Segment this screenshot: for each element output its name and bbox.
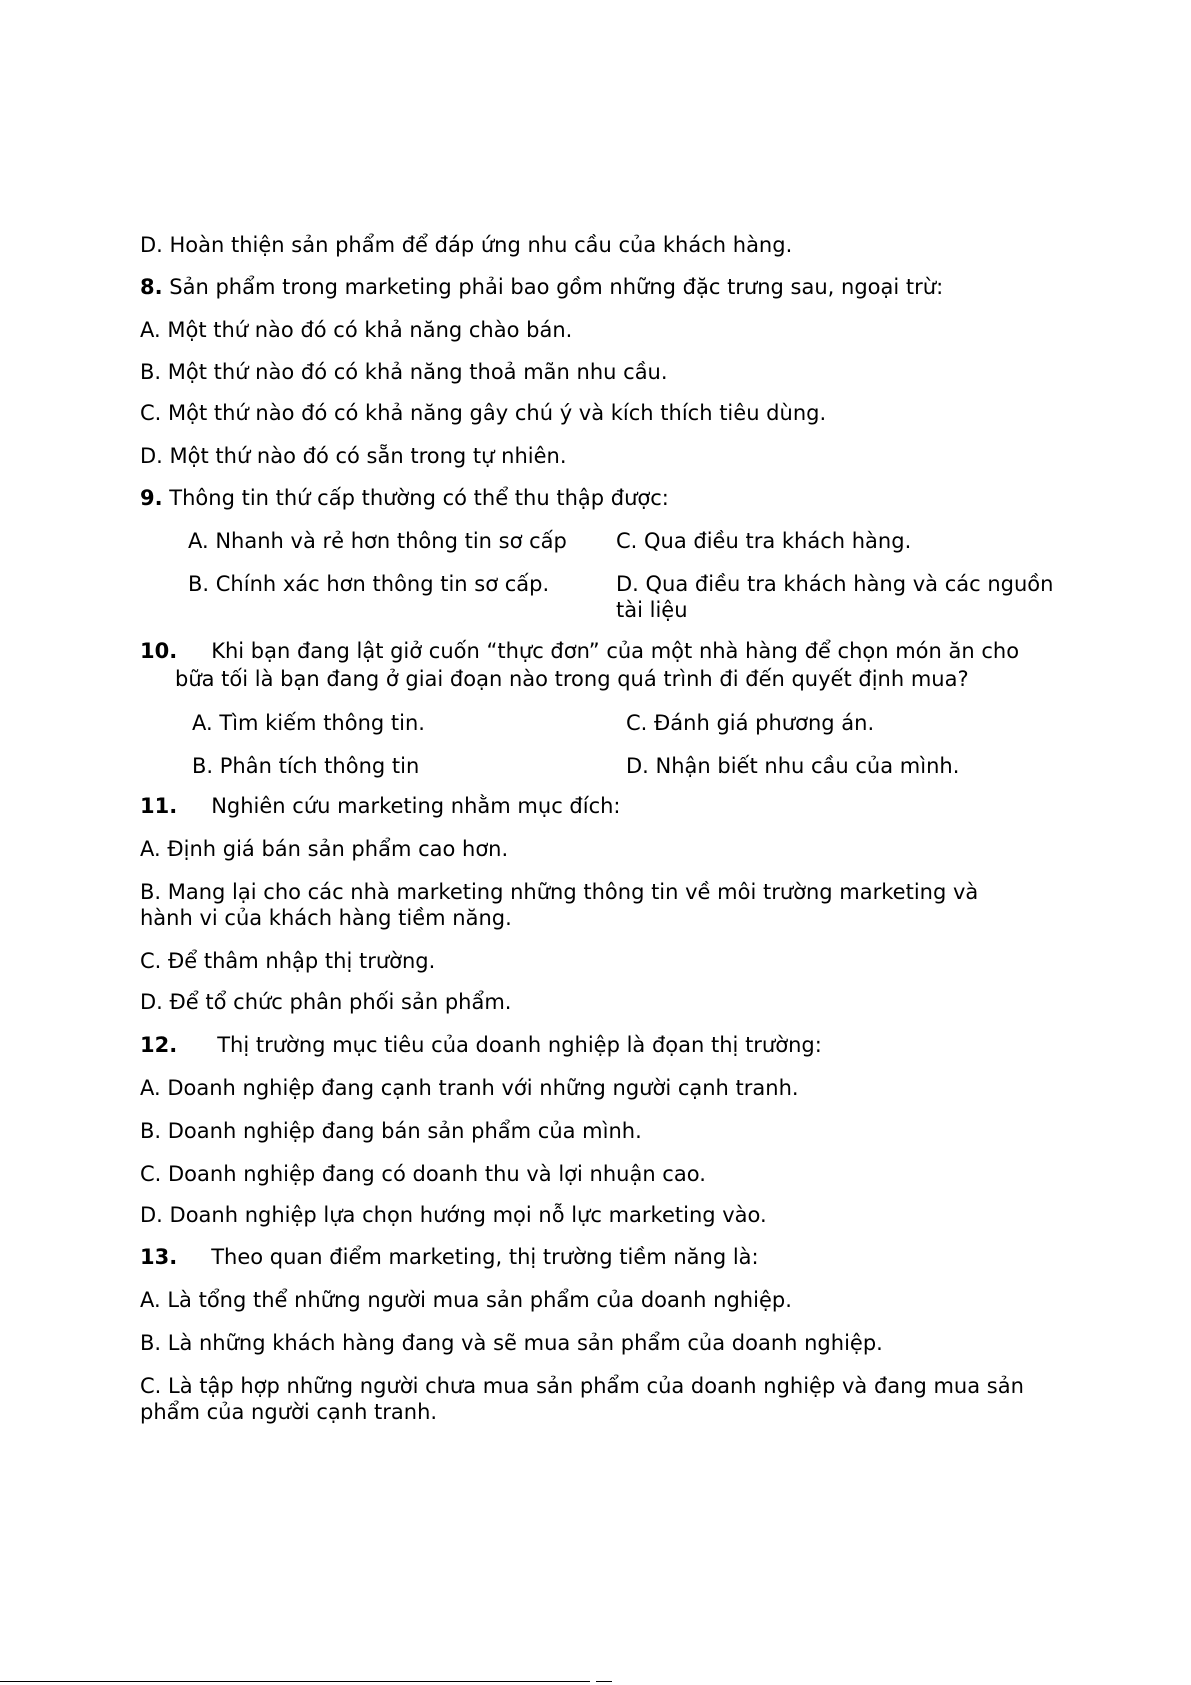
q9-option-d: D. Qua điều tra khách hàng và các nguồn tài liệu <box>616 572 1054 622</box>
q11-option-a: A. Định giá bán sản phẩm cao hơn. <box>140 837 509 861</box>
q13-option-b: B. Là những khách hàng đang và sẽ mua sản phẩm của doanh nghiệp. <box>140 1331 883 1355</box>
q10-option-c: C. Đánh giá phương án. <box>626 711 875 735</box>
q13-question <box>140 1244 1060 1270</box>
footer-divider <box>0 1681 590 1682</box>
q10-question-line1 <box>140 638 1060 664</box>
q13-text: Theo quan điểm marketing, thị trường tiềm năng là: <box>211 1245 759 1269</box>
q11-number: 11. <box>140 794 178 818</box>
q12-number: 12. <box>140 1033 178 1057</box>
q10-number: 10. <box>140 639 178 663</box>
q12-text: Thị trường mục tiêu của doanh nghiệp là đọan thị trường: <box>217 1033 822 1057</box>
q13-option-a: A. Là tổng thể những người mua sản phẩm của doanh nghiệp. <box>140 1288 792 1312</box>
q12-option-b: B. Doanh nghiệp đang bán sản phẩm của mình. <box>140 1119 642 1143</box>
q11-question <box>140 793 1060 819</box>
q7-option-d: D. Hoàn thiện sản phẩm để đáp ứng nhu cầu của khách hàng. <box>140 233 793 257</box>
q9-question <box>140 485 1060 511</box>
q9-text: Thông tin thứ cấp thường có thể thu thập được: <box>169 486 669 510</box>
q8-option-d: D. Một thứ nào đó có sẵn trong tự nhiên. <box>140 444 567 468</box>
q8-option-c: C. Một thứ nào đó có khả năng gây chú ý và kích thích tiêu dùng. <box>140 401 827 425</box>
q12-option-a: A. Doanh nghiệp đang cạnh tranh với những người cạnh tranh. <box>140 1076 799 1100</box>
q8-question <box>140 274 1060 300</box>
q13-option-c: C. Là tập hợp những người chưa mua sản phẩm của doanh nghiệp và đang mua sản phẩm của người cạnh tranh. <box>140 1374 1024 1424</box>
q9-number: 9. <box>140 486 163 510</box>
q12-option-c: C. Doanh nghiệp đang có doanh thu và lợi nhuận cao. <box>140 1162 706 1186</box>
q9-option-b: B. Chính xác hơn thông tin sơ cấp. <box>188 572 550 596</box>
q12-option-d: D. Doanh nghiệp lựa chọn hướng mọi nỗ lực marketing vào. <box>140 1203 767 1227</box>
q9-option-c: C. Qua điều tra khách hàng. <box>616 529 912 553</box>
q8-option-a: A. Một thứ nào đó có khả năng chào bán. <box>140 318 573 342</box>
q12-question <box>140 1032 1060 1058</box>
q11-text: Nghiên cứu marketing nhằm mục đích: <box>211 794 621 818</box>
q11-option-d: D. Để tổ chức phân phối sản phẩm. <box>140 990 512 1014</box>
q8-option-b: B. Một thứ nào đó có khả năng thoả mãn nhu cầu. <box>140 360 668 384</box>
q10-option-d: D. Nhận biết nhu cầu của mình. <box>626 754 960 778</box>
q8-text: Sản phẩm trong marketing phải bao gồm những đặc trưng sau, ngoại trừ: <box>169 275 944 299</box>
q10-text-line2: bữa tối là bạn đang ở giai đoạn nào trong quá trình đi đến quyết định mua? <box>175 667 969 691</box>
q8-number: 8. <box>140 275 163 299</box>
footer-divider-tail <box>596 1681 612 1682</box>
q11-option-c: C. Để thâm nhập thị trường. <box>140 949 436 973</box>
q11-option-b: B. Mang lại cho các nhà marketing những thông tin về môi trường marketing và hành vi của khách hàng tiềm năng. <box>140 880 979 930</box>
q13-number: 13. <box>140 1245 178 1269</box>
q10-option-b: B. Phân tích thông tin <box>192 754 420 778</box>
q9-option-a: A. Nhanh và rẻ hơn thông tin sơ cấp <box>188 529 567 553</box>
q10-text-line1: Khi bạn đang lật giở cuốn “thực đơn” của một nhà hàng để chọn món ăn cho <box>211 639 1020 663</box>
q10-option-a: A. Tìm kiếm thông tin. <box>192 711 425 735</box>
